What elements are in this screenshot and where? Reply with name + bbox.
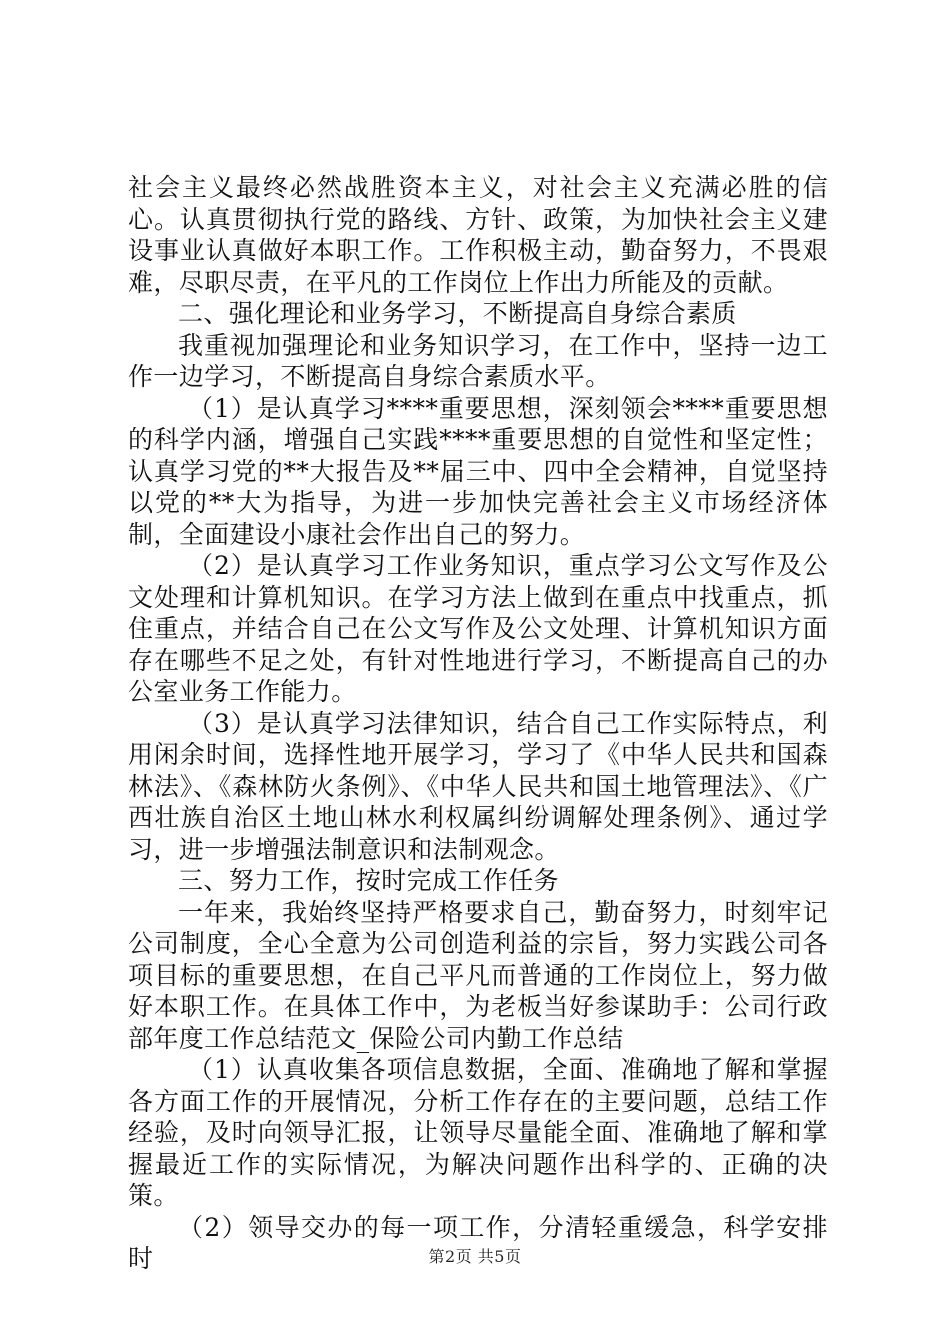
document-body xyxy=(128,172,828,1275)
paragraph: 社会主义最终必然战胜资本主义，对社会主义充满必胜的信心。认真贯彻执行党的路线、方针、政策，为加快社会主义建设事业认真做好本职工作。工作积极主动，勤奋努力，不畏艰难，尽职尽责，在平凡的工作岗位上作出力所能及的贡献。 xyxy=(128,173,828,297)
paragraph: 我重视加强理论和业务知识学习，在工作中，坚持一边工作一边学习，不断提高自身综合素质水平。 xyxy=(128,330,828,391)
list-item: （3）是认真学习法律知识，结合自己工作实际特点，利用闲余时间，选择性地开展学习，学习了《中华人民共和国森林法》、《森林防火条例》、《中华人民共和国土地管理法》、《广西壮族自治区土地山林水利权属纠纷调解处理条例》、通过学习，进一步增强法制意识和法制观念。 xyxy=(128,708,828,864)
section-heading: 二、强化理论和业务学习，不断提高自身综合素质 xyxy=(178,299,737,328)
list-item: （1）认真收集各项信息数据，全面、准确地了解和掌握各方面工作的开展情况，分析工作存在的主要问题，总结工作经验，及时向领导汇报，让领导尽量能全面、准确地了解和掌握最近工作的实际情况，为解决问题作出科学的、正确的决策。 xyxy=(128,1055,828,1210)
paragraph: 一年来，我始终坚持严格要求自己，勤奋努力，时刻牢记公司制度，全心全意为公司创造利益的宗旨，努力实践公司各项目标的重要思想，在自己平凡而普通的工作岗位上，努力做好本职工作。在具体工作中，为老板当好参谋助手：公司行政部年度工作总结范文_保险公司内勤工作总结 xyxy=(128,897,828,1053)
list-item: （2）是认真学习工作业务知识，重点学习公文写作及公文处理和计算机知识。在学习方法上做到在重点中找重点，抓住重点，并结合自己在公文写作及公文处理、计算机知识方面存在哪些不足之处，有针对性地进行学习，不断提高自己的办公室业务工作能力。 xyxy=(128,551,828,706)
page-number-footer: 第2页 共5页 xyxy=(428,1247,522,1266)
list-item: （2）领导交办的每一项工作，分清轻重缓急，科学安排时 xyxy=(128,1212,828,1273)
list-item: （1）是认真学习****重要思想，深刻领会****重要思想的科学内涵，增强自己实践****重要思想的自觉性和坚定性；认真学习党的**大报告及**届三中、四中全会精神，自觉坚持以党的**大为指导，为进一步加快完善社会主义市场经济体制，全面建设小康社会作出自己的努力。 xyxy=(128,393,828,549)
section-heading: 三、努力工作，按时完成工作任务 xyxy=(178,866,560,895)
